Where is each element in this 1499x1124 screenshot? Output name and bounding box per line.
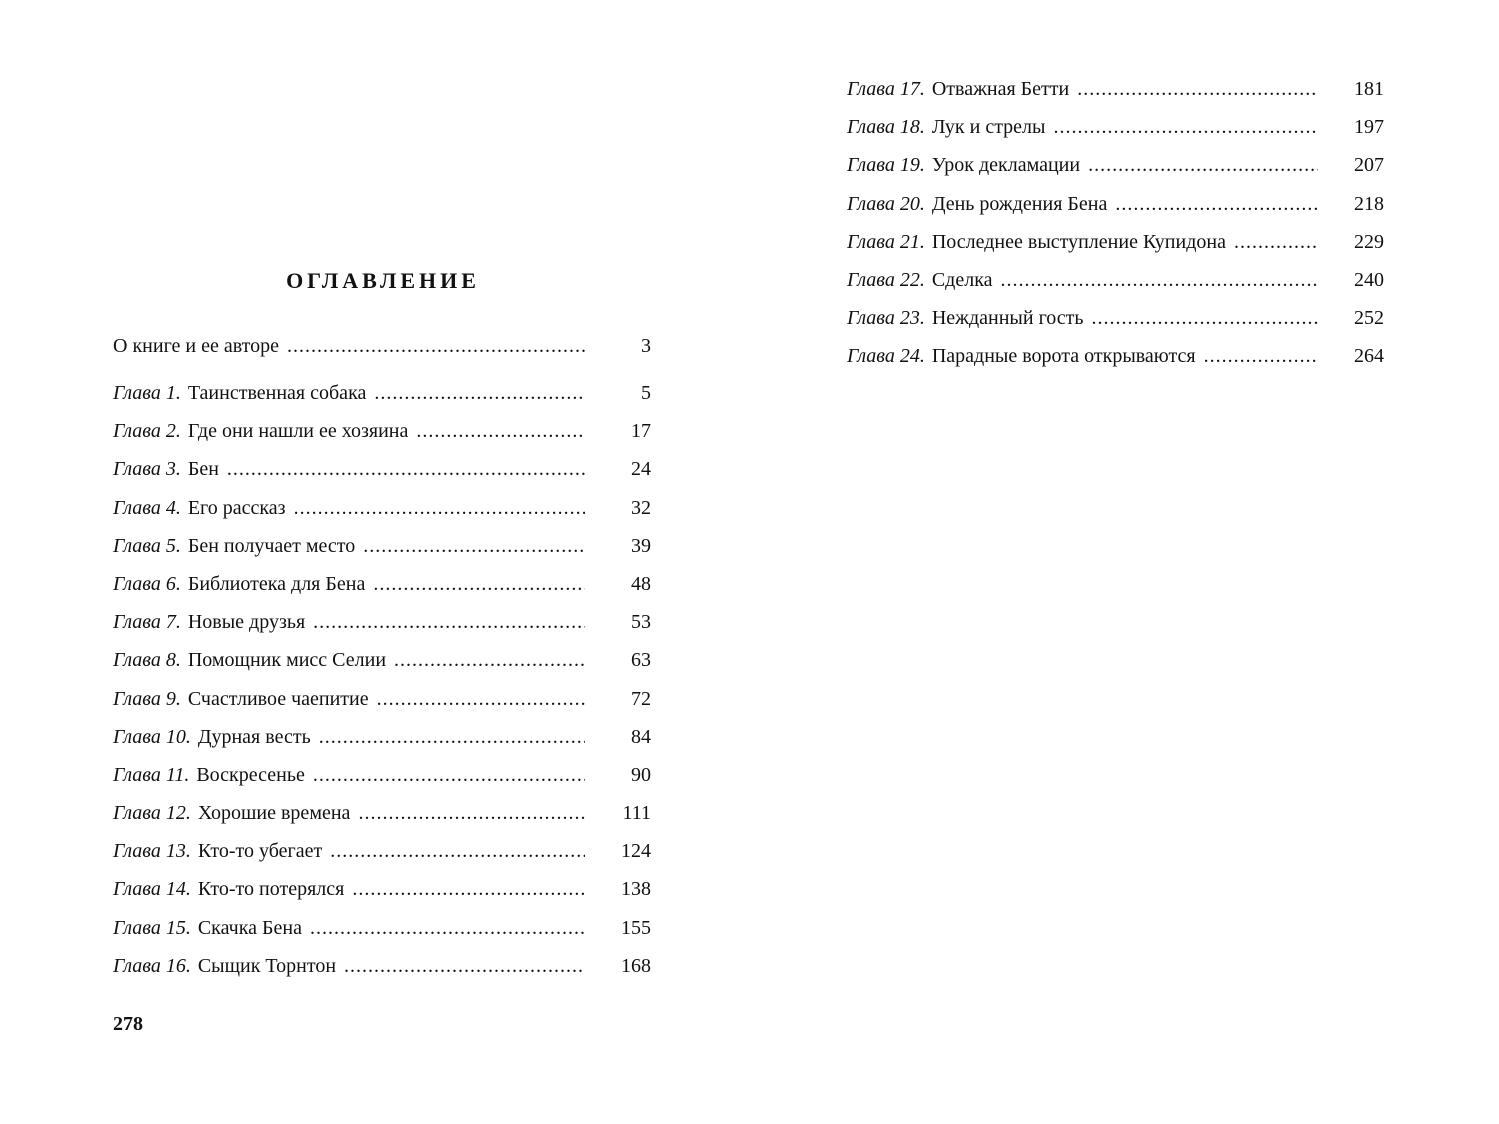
- chapter-page: 90: [631, 763, 651, 786]
- chapter-page: 124: [621, 840, 651, 863]
- toc-entry: [847, 77, 1384, 115]
- toc-intro: [113, 334, 651, 372]
- chapter-page: 48: [631, 572, 651, 595]
- chapter-page: 181: [1354, 78, 1384, 100]
- chapter-label: Глава 16.: [113, 954, 191, 977]
- entry-title: О книге и ее авторе: [113, 335, 280, 357]
- chapter-label: Глава 9.: [113, 687, 181, 710]
- chapter-title: Скачка Бена: [197, 916, 302, 939]
- chapter-page: 155: [621, 916, 651, 939]
- chapter-label: Глава 19.: [847, 154, 925, 177]
- chapter-label: Глава 5.: [113, 534, 181, 557]
- dot-leader: [1053, 115, 1318, 139]
- chapter-page: 24: [631, 458, 651, 481]
- page-number: 278: [113, 1013, 143, 1035]
- dot-leader: [416, 419, 585, 443]
- dot-leader: [1092, 306, 1318, 330]
- chapter-page: 111: [622, 802, 651, 825]
- dot-leader: [352, 877, 585, 901]
- chapter-page: 17: [631, 420, 651, 443]
- toc-entry: [113, 687, 651, 725]
- dot-leader: [319, 725, 585, 749]
- chapter-label: Глава 20.: [847, 192, 925, 215]
- dot-leader: [1234, 230, 1318, 254]
- toc-entry: [847, 230, 1384, 268]
- chapter-title: Новые друзья: [187, 611, 306, 634]
- chapter-page: 240: [1354, 268, 1384, 291]
- chapter-label: Глава 8.: [113, 649, 181, 672]
- toc-entry: [113, 725, 651, 763]
- dot-leader: [363, 534, 585, 558]
- chapter-label: Глава 13.: [113, 840, 191, 863]
- chapter-page: 138: [621, 878, 651, 901]
- chapter-page: 229: [1354, 230, 1384, 253]
- dot-leader: [227, 457, 585, 481]
- toc-entry: [113, 877, 651, 915]
- toc-entry: [113, 763, 651, 801]
- toc-entry: [847, 344, 1384, 382]
- dot-leader: [330, 839, 585, 863]
- toc-entry: [113, 916, 651, 954]
- chapter-label: Глава 14.: [113, 878, 191, 901]
- dot-leader: [1115, 192, 1318, 216]
- chapter-page: 5: [641, 382, 651, 404]
- dot-leader: [1088, 153, 1318, 177]
- toc-entry: [113, 381, 651, 419]
- chapter-label: Глава 21.: [847, 230, 925, 253]
- dot-leader: [1077, 77, 1318, 101]
- chapter-title: Помощник мисс Селии: [187, 649, 387, 672]
- toc-entry: [113, 648, 651, 686]
- chapter-title: Урок декламации: [931, 154, 1081, 177]
- chapter-label: Глава 12.: [113, 802, 191, 825]
- dot-leader: [1001, 268, 1319, 292]
- toc-entry: [113, 610, 651, 648]
- chapter-title: Счастливое чаепитие: [187, 687, 369, 710]
- dot-leader: [358, 801, 585, 825]
- dot-leader: [313, 610, 585, 634]
- chapter-page: 207: [1354, 154, 1384, 177]
- dot-leader: [1204, 344, 1318, 368]
- dot-leader: [344, 954, 585, 978]
- chapter-page: 197: [1354, 116, 1384, 139]
- chapter-title: Хорошие времена: [197, 802, 351, 825]
- chapter-title: Бен: [187, 458, 219, 481]
- chapter-label: Глава 11.: [113, 763, 190, 786]
- dot-leader: [310, 916, 585, 940]
- dot-leader: [313, 763, 585, 787]
- toc-right-column: [847, 77, 1384, 383]
- dot-leader: [373, 572, 585, 596]
- toc-entry: [847, 306, 1384, 344]
- chapter-page: 168: [621, 954, 651, 977]
- toc-entry: [113, 419, 651, 457]
- toc-entry: [113, 496, 651, 534]
- toc-entry: [113, 572, 651, 610]
- toc-entry: [113, 954, 651, 992]
- chapter-title: Кто-то убегает: [197, 840, 323, 863]
- chapter-label: Глава 22.: [847, 268, 925, 291]
- chapter-title: День рождения Бена: [931, 192, 1108, 215]
- toc-entry: [113, 457, 651, 495]
- chapter-page: 63: [631, 649, 651, 672]
- chapter-label: Глава 18.: [847, 116, 925, 139]
- chapter-title: Отважная Бетти: [931, 78, 1070, 100]
- toc-entry: [847, 115, 1384, 153]
- chapter-label: Глава 6.: [113, 572, 181, 595]
- dot-leader: [374, 381, 585, 405]
- chapter-page: 84: [631, 725, 651, 748]
- chapter-page: 252: [1354, 307, 1384, 330]
- chapter-label: Глава 17.: [847, 78, 925, 100]
- chapter-title: Где они нашли ее хозяина: [187, 420, 409, 443]
- chapter-label: Глава 7.: [113, 611, 181, 634]
- chapter-title: Последнее выступление Купидона: [931, 230, 1226, 253]
- chapter-title: Дурная весть: [197, 725, 311, 748]
- chapter-title: Парадные ворота открываются: [931, 345, 1196, 368]
- chapter-page: 53: [631, 611, 651, 634]
- chapter-title: Бен получает место: [187, 534, 356, 557]
- chapter-title: Нежданный гость: [931, 307, 1084, 330]
- chapter-title: Кто-то потерялся: [197, 878, 345, 901]
- chapter-title: Библиотека для Бена: [187, 572, 366, 595]
- toc-entry: [113, 534, 651, 572]
- toc-entry: [113, 334, 651, 372]
- chapter-label: Глава 4.: [113, 496, 181, 519]
- chapter-title: Сделка: [931, 268, 993, 291]
- chapter-title: Его рассказ: [187, 496, 286, 519]
- dot-leader: [377, 687, 585, 711]
- chapter-label: Глава 1.: [113, 382, 181, 404]
- dot-leader: [287, 334, 585, 358]
- dot-leader: [394, 648, 585, 672]
- entry-page: 3: [641, 335, 651, 357]
- chapter-label: Глава 15.: [113, 916, 191, 939]
- chapter-label: Глава 3.: [113, 458, 181, 481]
- chapter-title: Сыщик Торнтон: [197, 954, 337, 977]
- toc-left-column: [113, 381, 651, 992]
- page-title: ОГЛАВЛЕНИЕ: [286, 268, 480, 293]
- chapter-label: Глава 24.: [847, 345, 925, 368]
- toc-entry: [847, 268, 1384, 306]
- chapter-label: Глава 23.: [847, 307, 925, 330]
- chapter-title: Лук и стрелы: [931, 116, 1046, 139]
- chapter-page: 72: [631, 687, 651, 710]
- toc-entry: [847, 153, 1384, 191]
- chapter-page: 264: [1354, 345, 1384, 368]
- toc-entry: [113, 839, 651, 877]
- chapter-page: 218: [1354, 192, 1384, 215]
- chapter-title: Воскресенье: [196, 763, 305, 786]
- toc-entry: [113, 801, 651, 839]
- chapter-label: Глава 2.: [113, 420, 181, 443]
- toc-entry: [847, 192, 1384, 230]
- chapter-title: Таинственная собака: [187, 382, 367, 404]
- chapter-page: 32: [631, 496, 651, 519]
- dot-leader: [294, 496, 585, 520]
- chapter-label: Глава 10.: [113, 725, 191, 748]
- chapter-page: 39: [631, 534, 651, 557]
